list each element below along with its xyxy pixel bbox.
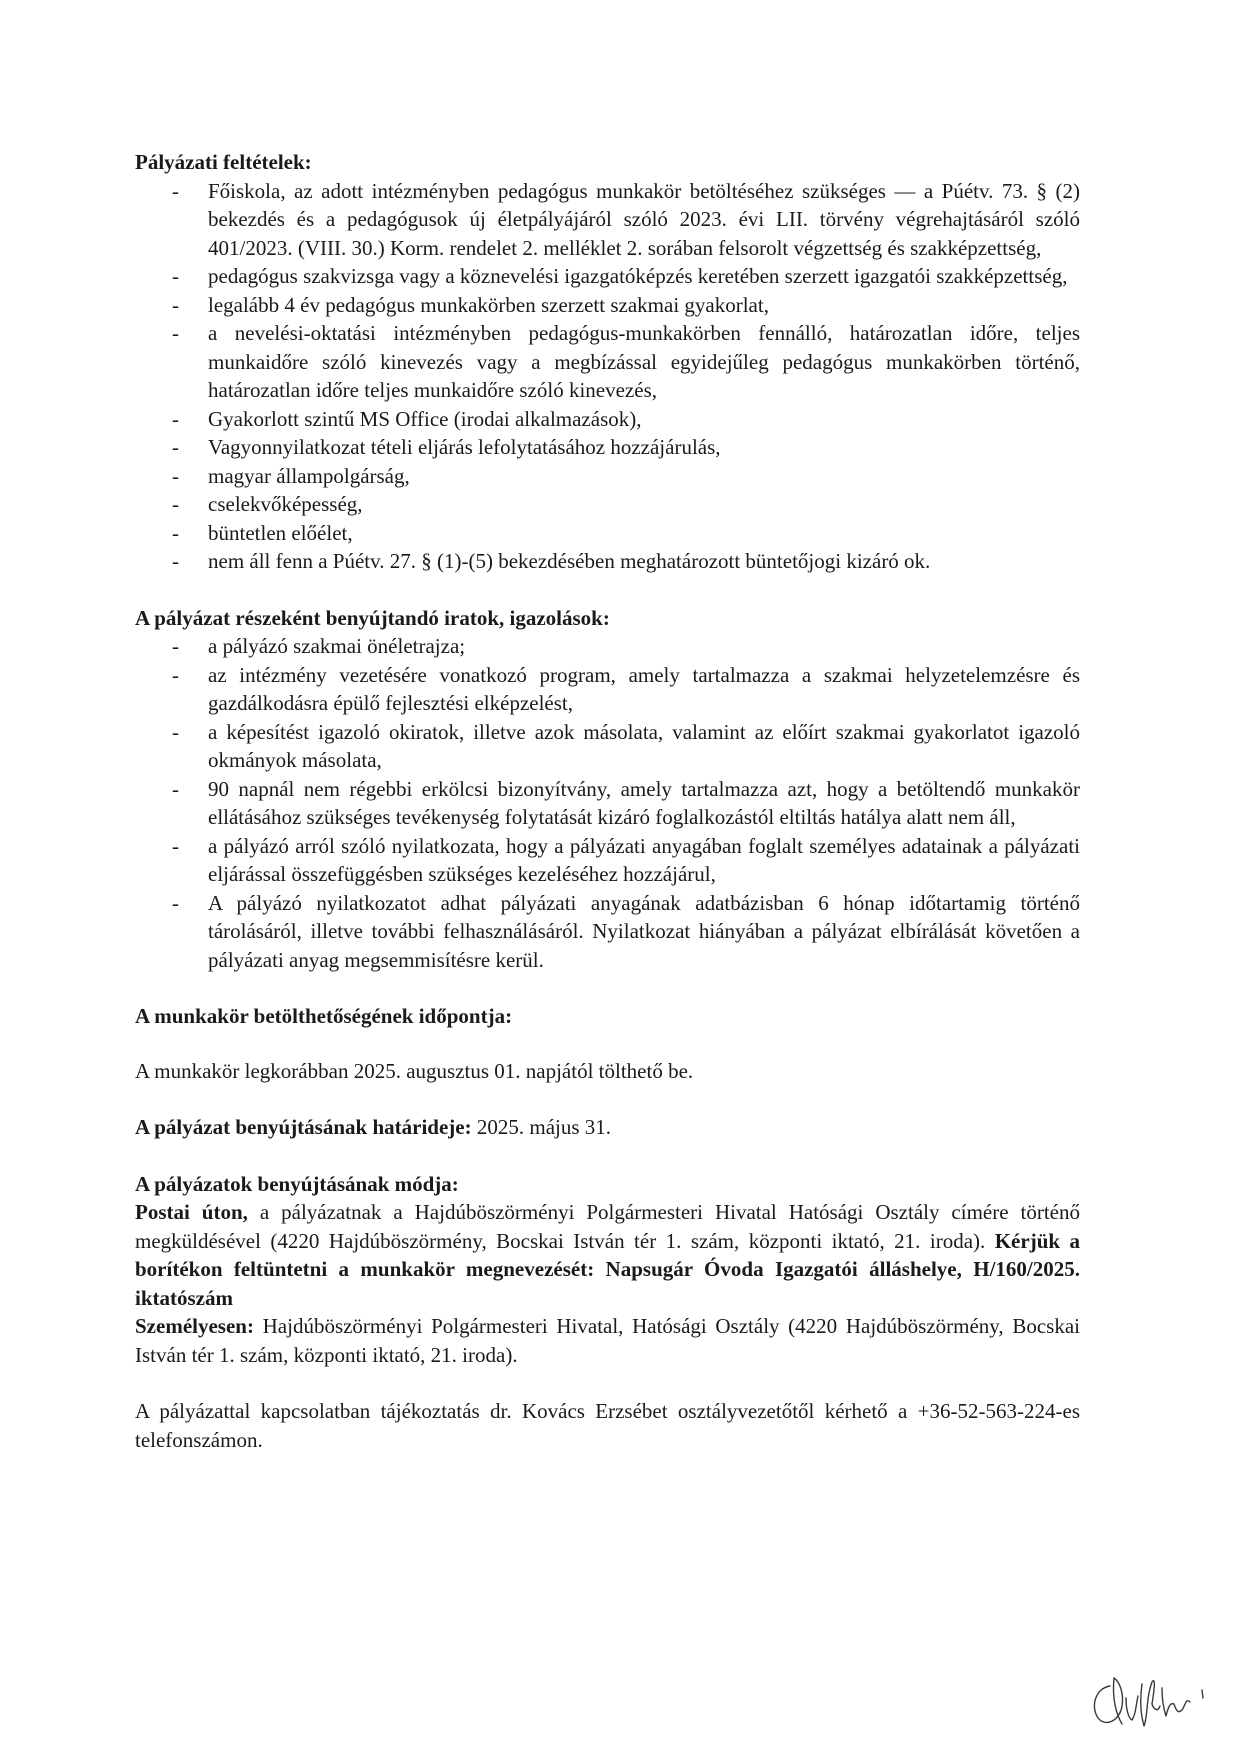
document-page — [135, 148, 1080, 1454]
conditions-list — [135, 177, 1080, 576]
list-item: - 90 napnál nem régebbi erkölcsi bizonyítvány, amely tartalmazza azt, hogy a betöltendő munkakör ellátásához szükséges tevékenység folytatását kizáró foglalkozástól eltiltás hatálya alatt nem áll, — [135, 775, 1080, 832]
deadline-line — [135, 1113, 1080, 1142]
submission-heading: A pályázatok benyújtásának módja: — [135, 1171, 459, 1196]
documents-heading: A pályázat részeként benyújtandó iratok, igazolások: — [135, 605, 610, 630]
submission-post — [135, 1198, 1080, 1312]
spacer — [135, 1085, 1080, 1113]
list-item: - a nevelési-oktatási intézményben pedagógus-munkakörben fennálló, határozatlan időre, teljes munkaidőre szóló kinevezés vagy a megbízással egyidejűleg pedagógus munkakörben történő, határozatlan időre teljes munkaidőre szóló kinevezés, — [135, 319, 1080, 405]
list-item: - az intézmény vezetésére vonatkozó program, amely tartalmazza a szakmai helyzetelemzésre és gazdálkodásra épülő fejlesztési elképzelést, — [135, 661, 1080, 718]
personal-text: Hajdúböszörményi Polgármesteri Hivatal, Hatósági Osztály (4220 Hajdúböszörmény, Bocskai István tér 1. szám, központi iktató, 21. iroda). — [135, 1314, 1080, 1367]
post-label: Postai úton, — [135, 1200, 248, 1224]
list-item: - a pályázó arról szóló nyilatkozata, hogy a pályázati anyagában foglalt személyes adatainak a pályázati eljárással összefüggésben szükséges kezeléséhez hozzájárul, — [135, 832, 1080, 889]
list-item: - cselekvőképesség, — [135, 490, 1080, 519]
start-date-heading: A munkakör betölthetőségének időpontja: — [135, 1004, 513, 1028]
contact-text: A pályázattal kapcsolatban tájékoztatás dr. Kovács Erzsébet osztályvezetőtől kérhető a +36-52-563-224-es telefonszámon. — [135, 1399, 1080, 1452]
post-text: a pályázatnak a Hajdúböszörményi Polgármesteri Hivatal Hatósági Osztály címére történő megküldésével (4220 Hajdúböszörmény, Bocskai István tér 1. szám, központi iktató, 21. iroda). — [135, 1200, 1080, 1253]
conditions-heading: Pályázati feltételek: — [135, 150, 312, 174]
deadline-value: 2025. május 31. — [471, 1115, 612, 1139]
spacer — [135, 1142, 1080, 1170]
spacer — [135, 974, 1080, 1002]
list-item: - A pályázó nyilatkozatot adhat pályázati anyagának adatbázisban 6 hónap időtartamig történő tárolásáról, illetve további felhasználásáról. Nyilatkozat hiányában a pályázat elbírálását követően a pályázati anyag megsemmisítésre kerül. — [135, 889, 1080, 975]
submission-personal — [135, 1312, 1080, 1369]
list-item: - pedagógus szakvizsga vagy a köznevelési igazgatóképzés keretében szerzett igazgatói szakképzettség, — [135, 262, 1080, 291]
post-note: Kérjük a borítékon feltüntetni a munkakör megnevezését: Napsugár Óvoda Igazgatói álláshelye, H/160/2025. iktatószám — [135, 1228, 1080, 1310]
list-item: - Vagyonnyilatkozat tételi eljárás lefolytatásához hozzájárulás, — [135, 433, 1080, 462]
list-item: - büntetlen előélet, — [135, 519, 1080, 548]
spacer — [135, 1369, 1080, 1397]
start-date-text: A munkakör legkorábban 2025. augusztus 01. napjától tölthető be. — [135, 1058, 694, 1083]
list-item: - legalább 4 év pedagógus munkakörben szerzett szakmai gyakorlat, — [135, 291, 1080, 320]
deadline-label: A pályázat benyújtásának határideje: — [135, 1115, 472, 1139]
list-item: - Főiskola, az adott intézményben pedagógus munkakör betöltéséhez szükséges — a Púétv. 73. § (2) bekezdés és a pedagógusok új életpályájáról szóló 2023. évi LII. törvény végrehajtásáról szóló 401/2023. (VIII. 30.) Korm. rendelet 2. melléklet 2. sorában felsorolt végzettség és szakképzettség, — [135, 177, 1080, 263]
list-item: - a pályázó szakmai önéletrajza; — [135, 632, 1080, 661]
spacer — [135, 576, 1080, 604]
list-item: - Gyakorlott szintű MS Office (irodai alkalmazások), — [135, 405, 1080, 434]
list-item: - nem áll fenn a Púétv. 27. § (1)-(5) bekezdésében meghatározott büntetőjogi kizáró ok. — [135, 547, 1080, 576]
personal-label: Személyesen: — [135, 1314, 254, 1338]
signature-image — [1082, 1648, 1222, 1738]
spacer — [135, 1031, 1080, 1057]
documents-list — [135, 632, 1080, 974]
list-item: - a képesítést igazoló okiratok, illetve azok másolata, valamint az előírt szakmai gyakorlatot igazoló okmányok másolata, — [135, 718, 1080, 775]
list-item: - magyar állampolgárság, — [135, 462, 1080, 491]
